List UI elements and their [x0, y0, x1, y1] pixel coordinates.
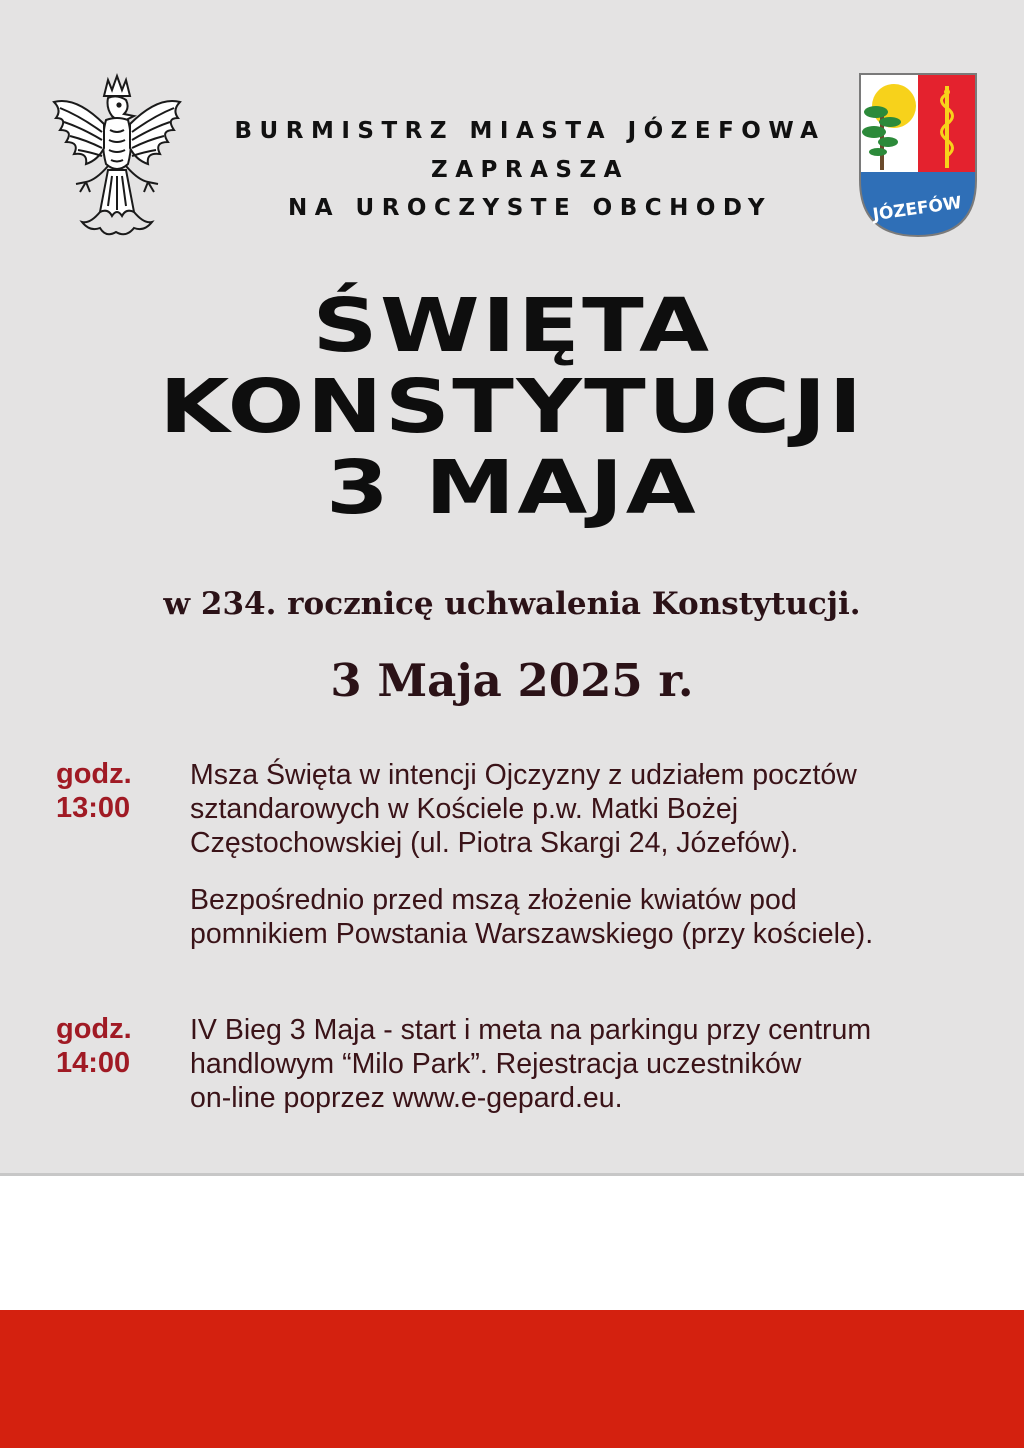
event-1-time-label: godz. — [56, 758, 132, 790]
flag-white-stripe — [0, 1176, 1024, 1310]
event-1-line-1: Msza Święta w intencji Ojczyzny z udziałem pocztów — [190, 759, 857, 791]
event-1-line-2: sztandarowych w Kościele p.w. Matki Bożej — [190, 793, 739, 825]
invitation-header — [200, 112, 860, 228]
flag-red-stripe — [0, 1310, 1024, 1448]
event-2-time-label: godz. — [56, 1013, 132, 1045]
title-line-3: 3 MAJA — [325, 445, 699, 531]
event-1-time — [56, 757, 166, 825]
event-1-line-3: Częstochowskiej (ul. Piotra Skargi 24, Józefów). — [190, 827, 799, 859]
polish-eagle-emblem-icon — [46, 72, 188, 240]
title-line-2: KONSTYTUCJI — [159, 364, 865, 450]
jozefow-crest-icon — [858, 72, 978, 240]
header-line-organizer: BURMISTRZ MIASTA JÓZEFOWA — [234, 118, 826, 144]
event-2-line-2: handlowym “Milo Park”. Rejestracja uczestników — [190, 1048, 802, 1080]
title-line-1: ŚWIĘTA — [312, 283, 712, 369]
event-2-description — [190, 1013, 980, 1115]
crest-text: JÓZEFÓW — [871, 192, 964, 226]
header-line-invites: ZAPRASZA — [431, 156, 629, 183]
event-2-line-3: on-line poprzez www.e-gepard.eu. — [190, 1082, 623, 1114]
header-line-celebration: NA UROCZYSTE OBCHODY — [287, 195, 773, 221]
event-1-flowers-note — [190, 883, 980, 951]
event-2-time-value: 14:00 — [56, 1047, 131, 1079]
event-1-note-line-1: Bezpośrednio przed mszą złożenie kwiatów pod — [190, 884, 797, 916]
main-title — [0, 283, 1024, 531]
event-2-line-1: IV Bieg 3 Maja - start i meta na parkingu przy centrum — [190, 1014, 872, 1046]
event-1-time-value: 13:00 — [56, 792, 131, 824]
event-2-time — [56, 1012, 166, 1080]
anniversary-subtitle: w 234. rocznicę uchwalenia Konstytucji. — [163, 586, 861, 622]
event-1-note-line-2: pomnikiem Powstania Warszawskiego (przy kościele). — [190, 918, 874, 950]
event-date: 3 Maja 2025 r. — [330, 654, 694, 707]
event-1-description — [190, 758, 980, 860]
